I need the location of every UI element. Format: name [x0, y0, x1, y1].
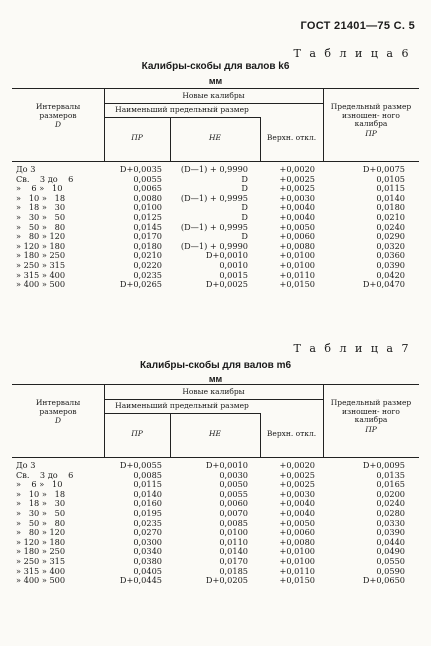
table-cell: » 400 » 500: [16, 575, 66, 586]
table-cell: » 400 » 500: [16, 279, 66, 290]
table-cell: D+0,0265: [119, 279, 162, 290]
table-cell: 0,0070: [219, 507, 248, 518]
table-cell: D+0,0025: [205, 279, 248, 290]
table-cell: (D—1) + 0,9990: [180, 240, 248, 251]
table-cell: » 6 » 10: [16, 479, 63, 490]
page-header: ГОСТ 21401—75 С. 5: [300, 20, 415, 32]
table-cell: D: [241, 173, 248, 184]
table-cell: 0,0220: [133, 259, 162, 270]
table-cell: 0,0210: [133, 250, 162, 261]
table-cell: » 50 » 80: [16, 221, 66, 232]
table-cell: +0,0100: [279, 259, 315, 270]
table-body: [12, 458, 419, 586]
table-row: [12, 499, 419, 509]
table-cell: » 18 » 30: [16, 202, 66, 213]
table-cell: » 80 » 120: [16, 231, 66, 242]
table-cell: 0,0140: [219, 546, 248, 557]
table-cell: 0,0390: [376, 527, 405, 538]
table-row: [12, 223, 419, 233]
table-cell: 0,0270: [133, 527, 162, 538]
table-cell: 0,0115: [376, 183, 405, 194]
table-cell: (D—1) + 0,9995: [180, 221, 248, 232]
table-title: Калибры-скобы для валов m6: [139, 360, 292, 371]
table-row: [12, 165, 419, 175]
table-cell: +0,0080: [279, 536, 315, 547]
table-title: Калибры-скобы для валов k6: [141, 61, 290, 72]
table-number: Т а б л и ц а 7: [293, 342, 411, 355]
table-cell: +0,0100: [279, 546, 315, 557]
table-cell: D+0,0010: [205, 250, 248, 261]
table-cell: 0,0100: [219, 527, 248, 538]
header-upper: Верхн. откл.: [266, 133, 317, 142]
table-row: [12, 519, 419, 529]
table-row: [12, 538, 419, 548]
table-row: [12, 576, 419, 586]
table-row: [12, 557, 419, 567]
table-cell: D+0,0470: [362, 279, 405, 290]
header-intervals-sym: D: [54, 416, 61, 425]
table-cell: » 180 » 250: [16, 546, 66, 557]
table-cell: 0,0420: [376, 269, 405, 280]
header-new-gauges: Новые калибры: [182, 91, 245, 100]
table-cell: +0,0060: [279, 231, 315, 242]
table-cell: D+0,0035: [119, 164, 162, 174]
table-row: [12, 509, 419, 519]
table-cell: Св. 3 до 6: [16, 469, 74, 480]
table-unit: мм: [208, 374, 223, 384]
table-cell: 0,0240: [376, 221, 405, 232]
header-upper: Верхн. откл.: [266, 429, 317, 438]
table-cell: » 315 » 400: [16, 269, 66, 280]
table-cell: D+0,0010: [205, 460, 248, 470]
table-k6: [12, 88, 419, 290]
table-cell: 0,0185: [219, 565, 248, 576]
table-cell: » 30 » 50: [16, 211, 66, 222]
table-cell: » 250 » 315: [16, 555, 66, 566]
table-number: Т а б л и ц а 6: [293, 47, 411, 60]
table-row: [12, 471, 419, 481]
table-cell: +0,0080: [279, 240, 315, 251]
table-cell: 0,0280: [376, 507, 405, 518]
table-cell: 0,0110: [219, 536, 248, 547]
table-cell: 0,0085: [219, 517, 248, 528]
table-cell: +0,0025: [279, 469, 315, 480]
table-cell: 0,0360: [376, 250, 405, 261]
table-cell: +0,0100: [279, 250, 315, 261]
table-cell: +0,0030: [279, 192, 315, 203]
table-cell: 0,0210: [376, 211, 405, 222]
table-row: [12, 261, 419, 271]
table-cell: » 18 » 30: [16, 498, 66, 509]
table-row: [12, 280, 419, 290]
table-cell: +0,0025: [279, 183, 315, 194]
table-cell: 0,0145: [133, 221, 162, 232]
header-worn: Предельный размер изношен- ного калибра: [330, 102, 412, 128]
table-cell: +0,0050: [279, 517, 315, 528]
header-worn-sym: ПР: [365, 129, 377, 138]
table-cell: 0,0200: [376, 488, 405, 499]
table-body: [12, 162, 419, 290]
table-cell: +0,0030: [279, 488, 315, 499]
table-cell: 0,0300: [133, 536, 162, 547]
table-row: [12, 175, 419, 185]
table-cell: 0,0085: [133, 469, 162, 480]
header-smallest: Наименьший предельный размер: [115, 105, 249, 114]
table-cell: 0,0050: [219, 479, 248, 490]
table-cell: +0,0040: [279, 202, 315, 213]
table-cell: 0,0080: [133, 192, 162, 203]
table-cell: D+0,0650: [362, 575, 405, 586]
table-cell: 0,0380: [133, 555, 162, 566]
table-cell: 0,0125: [133, 211, 162, 222]
table-cell: » 180 » 250: [16, 250, 66, 261]
table-cell: » 120 » 180: [16, 536, 66, 547]
table-cell: 0,0405: [133, 565, 162, 576]
table-row: [12, 528, 419, 538]
table-cell: +0,0110: [279, 565, 315, 576]
header-ne: НЕ: [208, 429, 221, 438]
table-cell: +0,0150: [279, 575, 315, 586]
table-cell: 0,0180: [133, 240, 162, 251]
table-cell: 0,0235: [133, 269, 162, 280]
table-cell: » 120 » 180: [16, 240, 66, 251]
header-intervals: Интервалы размеров: [35, 398, 81, 416]
table-header: [12, 88, 419, 162]
table-cell: D+0,0055: [119, 460, 162, 470]
table-cell: (D—1) + 0,9995: [180, 192, 248, 203]
table-cell: 0,0105: [376, 173, 405, 184]
table-cell: Св. 3 до 6: [16, 173, 74, 184]
table-cell: D: [241, 183, 248, 194]
table-cell: 0,0550: [376, 555, 405, 566]
table-cell: +0,0040: [279, 211, 315, 222]
table-cell: 0,0170: [133, 231, 162, 242]
table-cell: D: [241, 231, 248, 242]
table-row: [12, 251, 419, 261]
header-ne: НЕ: [208, 133, 221, 142]
table-cell: D: [241, 211, 248, 222]
table-cell: +0,0020: [279, 460, 315, 470]
table-cell: » 10 » 18: [16, 488, 66, 499]
table-cell: 0,0015: [219, 269, 248, 280]
table-row: [12, 203, 419, 213]
table-cell: » 30 » 50: [16, 507, 66, 518]
table-cell: +0,0040: [279, 498, 315, 509]
header-worn-sym: ПР: [365, 425, 377, 434]
table-cell: 0,0055: [133, 173, 162, 184]
table-cell: » 80 » 120: [16, 527, 66, 538]
table-cell: До 3: [16, 460, 36, 470]
table-cell: 0,0100: [133, 202, 162, 213]
table-cell: 0,0135: [376, 469, 405, 480]
table-cell: +0,0025: [279, 173, 315, 184]
table-cell: 0,0010: [219, 259, 248, 270]
table-cell: 0,0055: [219, 488, 248, 499]
table-cell: D+0,0095: [362, 460, 405, 470]
header-smallest: Наименьший предельный размер: [115, 401, 249, 410]
table-cell: 0,0290: [376, 231, 405, 242]
table-cell: 0,0235: [133, 517, 162, 528]
table-cell: 0,0140: [376, 192, 405, 203]
table-cell: 0,0140: [133, 488, 162, 499]
table-cell: 0,0180: [376, 202, 405, 213]
table-cell: 0,0320: [376, 240, 405, 251]
table-cell: 0,0390: [376, 259, 405, 270]
table-cell: » 50 » 80: [16, 517, 66, 528]
table-cell: » 315 » 400: [16, 565, 66, 576]
table-cell: До 3: [16, 164, 36, 174]
table-cell: 0,0440: [376, 536, 405, 547]
header-worn: Предельный размер изношен- ного калибра: [330, 398, 412, 424]
table-cell: (D—1) + 0,9990: [180, 164, 248, 174]
table-cell: +0,0020: [279, 164, 315, 174]
table-cell: +0,0150: [279, 279, 315, 290]
table-cell: +0,0025: [279, 479, 315, 490]
table-row: [12, 490, 419, 500]
table-cell: D+0,0445: [119, 575, 162, 586]
table-cell: +0,0110: [279, 269, 315, 280]
table-cell: +0,0060: [279, 527, 315, 538]
table-m6: [12, 384, 419, 586]
table-cell: D: [241, 202, 248, 213]
header-intervals: Интервалы размеров: [35, 102, 81, 120]
table-cell: 0,0590: [376, 565, 405, 576]
table-unit: мм: [208, 76, 223, 86]
table-row: [12, 194, 419, 204]
table-cell: +0,0100: [279, 555, 315, 566]
table-cell: 0,0165: [376, 479, 405, 490]
table-cell: D+0,0205: [205, 575, 248, 586]
table-cell: +0,0050: [279, 221, 315, 232]
table-cell: » 250 » 315: [16, 259, 66, 270]
table-cell: 0,0060: [219, 498, 248, 509]
table-cell: 0,0240: [376, 498, 405, 509]
table-cell: 0,0195: [133, 507, 162, 518]
table-cell: 0,0115: [133, 479, 162, 490]
table-cell: 0,0065: [133, 183, 162, 194]
table-row: [12, 480, 419, 490]
table-row: [12, 547, 419, 557]
table-cell: 0,0330: [376, 517, 405, 528]
table-cell: D+0,0075: [362, 164, 405, 174]
table-cell: 0,0170: [219, 555, 248, 566]
table-cell: +0,0040: [279, 507, 315, 518]
table-row: [12, 461, 419, 471]
table-cell: 0,0160: [133, 498, 162, 509]
header-intervals-sym: D: [54, 120, 61, 129]
table-header: [12, 384, 419, 458]
header-pr: ПР: [131, 429, 143, 438]
table-cell: 0,0490: [376, 546, 405, 557]
header-pr: ПР: [131, 133, 143, 142]
table-cell: » 6 » 10: [16, 183, 63, 194]
table-cell: 0,0030: [219, 469, 248, 480]
table-cell: » 10 » 18: [16, 192, 66, 203]
table-cell: 0,0340: [133, 546, 162, 557]
header-new-gauges: Новые калибры: [182, 387, 245, 396]
